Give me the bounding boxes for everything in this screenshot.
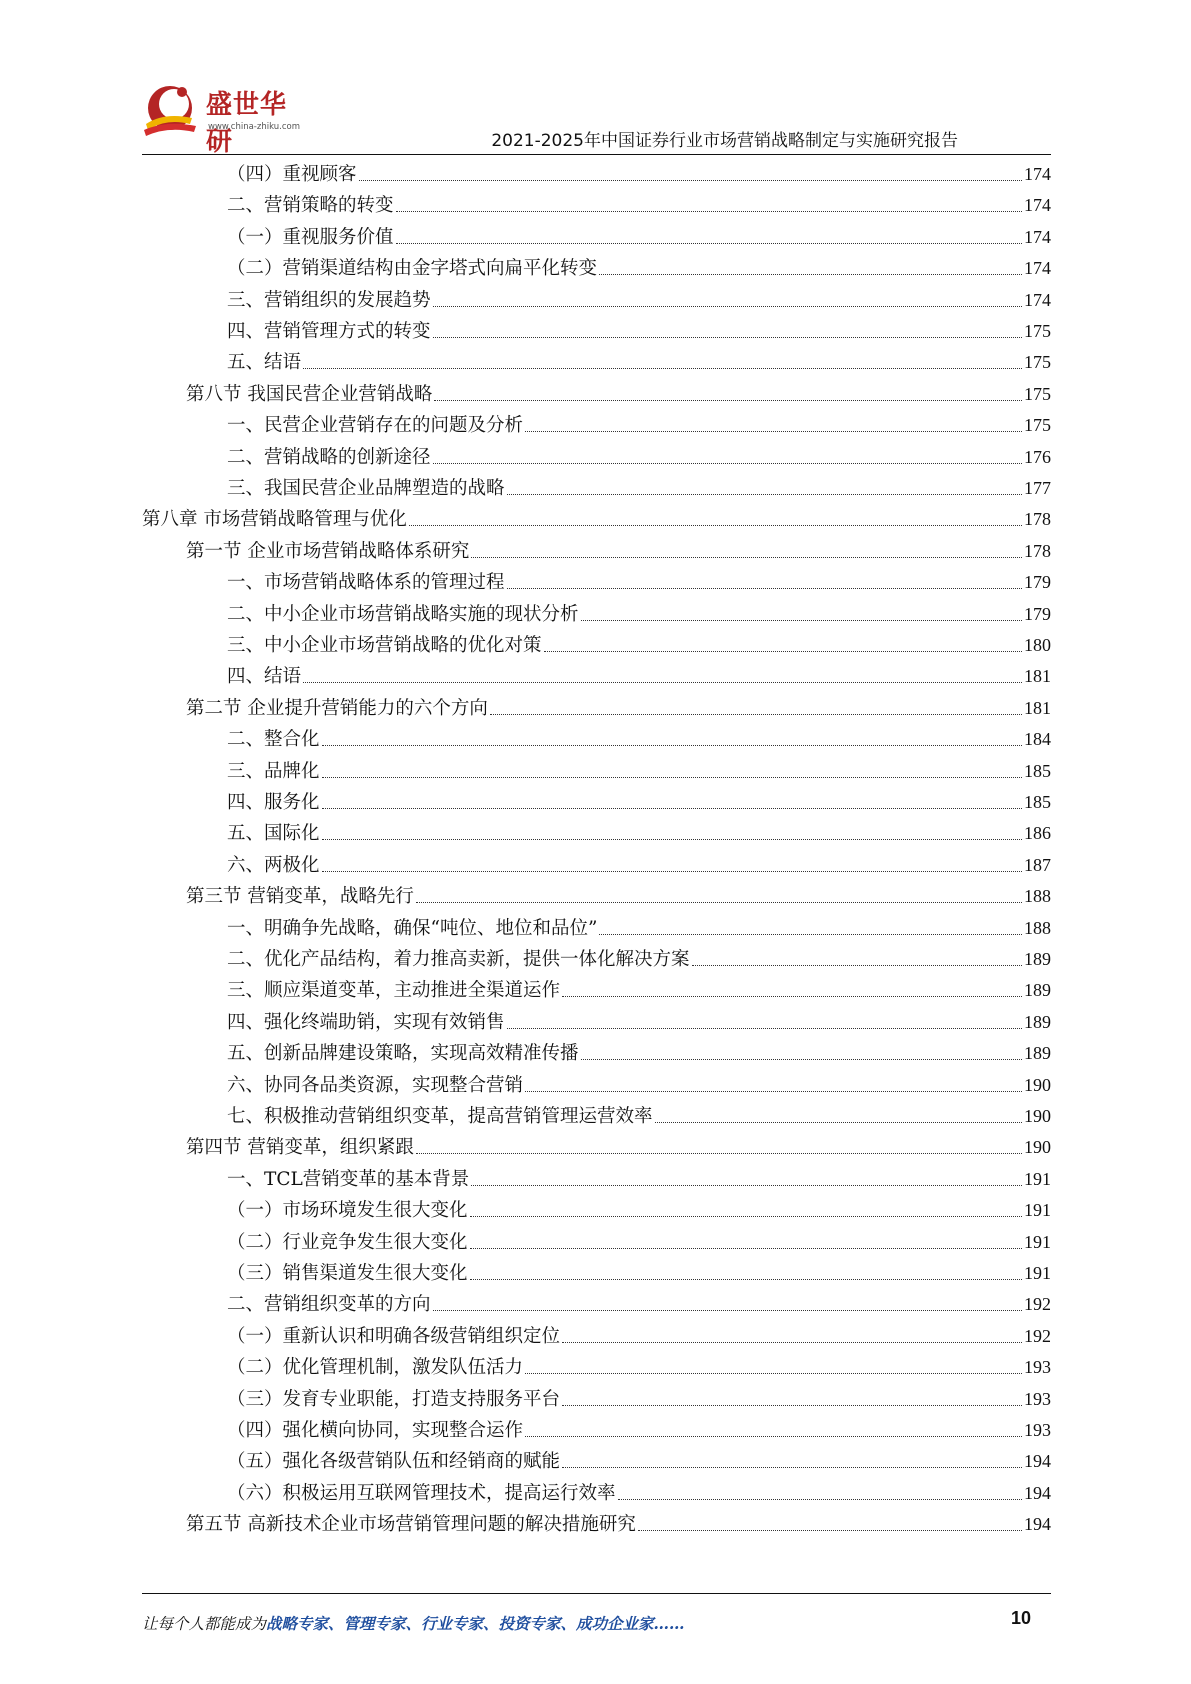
toc-entry-page: 194 (1024, 1514, 1051, 1535)
toc-entry[interactable] (186, 881, 1051, 912)
toc-entry[interactable] (227, 1195, 1051, 1226)
toc-entry-page: 177 (1024, 478, 1051, 498)
toc-entry-title: 五、国际化 (227, 823, 320, 845)
toc-dot-leader (322, 777, 1022, 778)
toc-entry-page: 179 (1024, 603, 1051, 624)
toc-entry-page: 193 (1024, 1388, 1051, 1409)
toc-dot-leader (470, 1279, 1022, 1280)
toc-entry-page: 188 (1024, 917, 1051, 938)
toc-entry[interactable] (227, 190, 1051, 221)
toc-entry-page: 190 (1024, 1106, 1051, 1126)
toc-entry-title: 四、强化终端助销，实现有效销售 (227, 1011, 505, 1033)
toc-entry[interactable] (227, 1289, 1051, 1320)
toc-entry[interactable] (227, 442, 1051, 473)
toc-dot-leader (471, 1185, 1022, 1186)
toc-entry[interactable] (227, 253, 1051, 284)
toc-entry-page: 185 (1024, 792, 1051, 812)
toc-dot-leader (562, 1342, 1022, 1343)
toc-dot-leader (322, 839, 1022, 840)
toc-dot-leader (433, 337, 1022, 338)
page-number: 10 (1010, 1608, 1031, 1628)
toc-entry-page: 193 (1024, 1420, 1051, 1440)
toc-dot-leader (303, 682, 1022, 683)
footer-divider (142, 1593, 1051, 1594)
toc-entry-title: （二）营销渠道结构由金字塔式向扁平化转变 (227, 258, 598, 280)
toc-entry[interactable] (227, 1352, 1051, 1383)
toc-entry-title: 第四节 营销变革，组织紧跟 (186, 1137, 414, 1159)
toc-entry-title: 一、TCL营销变革的基本背景 (227, 1168, 470, 1190)
toc-entry[interactable] (227, 1007, 1051, 1038)
toc-entry[interactable] (227, 1258, 1051, 1289)
toc-entry[interactable] (227, 913, 1051, 944)
toc-entry[interactable] (227, 567, 1051, 598)
toc-entry[interactable] (227, 1227, 1051, 1258)
toc-entry[interactable] (227, 630, 1051, 661)
footer-slogan (142, 1612, 685, 1634)
toc-entry-title: （六）积极运用互联网管理技术，提高运行效率 (227, 1482, 616, 1504)
toc-entry[interactable] (227, 1446, 1051, 1477)
toc-dot-leader (544, 651, 1022, 652)
toc-dot-leader (618, 1499, 1022, 1500)
toc-entry[interactable] (227, 347, 1051, 378)
toc-entry[interactable] (227, 159, 1051, 190)
toc-entry-title: 三、中小企业市场营销战略的优化对策 (227, 635, 542, 656)
toc-dot-leader (525, 1091, 1022, 1092)
brand-logo-icon (140, 80, 204, 144)
toc-entry[interactable] (227, 661, 1051, 692)
toc-entry-page: 189 (1024, 1043, 1051, 1064)
toc-dot-leader (490, 714, 1022, 715)
toc-dot-leader (507, 1028, 1022, 1029)
toc-entry-title: 第三节 营销变革，战略先行 (186, 886, 414, 908)
toc-entry-page: 175 (1024, 415, 1051, 436)
toc-dot-leader (525, 1436, 1022, 1437)
toc-entry-page: 181 (1024, 697, 1051, 718)
toc-entry-page: 184 (1024, 729, 1051, 750)
toc-dot-leader (322, 871, 1022, 872)
toc-entry[interactable] (227, 222, 1051, 253)
toc-entry[interactable] (186, 536, 1051, 567)
toc-entry[interactable] (227, 1384, 1051, 1415)
toc-entry-page: 191 (1024, 1263, 1051, 1283)
toc-entry-page: 189 (1024, 1011, 1051, 1032)
toc-entry-title: （二）优化管理机制，激发队伍活力 (227, 1357, 524, 1379)
toc-dot-leader (470, 1216, 1022, 1217)
toc-entry-page: 190 (1024, 1137, 1051, 1158)
slogan-lead: 让每个人都能成为 (142, 1615, 267, 1633)
toc-dot-leader (655, 1122, 1022, 1123)
toc-entry-title: 四、服务化 (227, 792, 320, 813)
toc-dot-leader (416, 902, 1022, 903)
toc-entry[interactable] (227, 944, 1051, 975)
toc-entry[interactable] (227, 787, 1051, 818)
toc-entry-title: 二、营销战略的创新途径 (227, 446, 431, 468)
toc-dot-leader (525, 431, 1022, 432)
brand-logo[interactable] (140, 80, 310, 157)
toc-entry[interactable] (227, 473, 1051, 504)
toc-entry-title: 第八章 市场营销战略管理与优化 (142, 509, 407, 531)
toc-entry-page: 178 (1024, 540, 1051, 561)
toc-dot-leader (416, 1153, 1022, 1154)
toc-entry-page: 174 (1024, 195, 1051, 216)
toc-entry-page: 192 (1024, 1294, 1051, 1315)
toc-entry-page: 175 (1024, 352, 1051, 373)
toc-dot-leader (599, 934, 1022, 935)
toc-dot-leader (562, 1405, 1022, 1406)
toc-entry-title: 三、品牌化 (227, 760, 320, 782)
toc-dot-leader (303, 368, 1022, 369)
toc-dot-leader (581, 620, 1022, 621)
toc-entry-title: 四、结语 (227, 666, 302, 688)
toc-entry-page: 190 (1024, 1074, 1051, 1095)
toc-entry-title: （一）重新认识和明确各级营销组织定位 (227, 1325, 561, 1347)
toc-entry[interactable] (227, 316, 1051, 347)
toc-dot-leader (396, 243, 1022, 244)
toc-entry-page: 192 (1024, 1325, 1051, 1346)
toc-entry-title: （一）重视服务价值 (227, 226, 394, 248)
toc-dot-leader (433, 463, 1022, 464)
toc-entry-title: 五、结语 (227, 352, 302, 374)
toc-entry-title: （二）行业竞争发生很大变化 (227, 1231, 468, 1253)
toc-dot-leader (507, 588, 1022, 589)
toc-entry-page: 174 (1024, 226, 1051, 247)
toc-entry[interactable] (227, 724, 1051, 755)
toc-entry-page: 180 (1024, 635, 1051, 655)
toc-entry-title: 五、创新品牌建设策略，实现高效精准传播 (227, 1043, 579, 1065)
toc-entry-page: 194 (1024, 1451, 1051, 1472)
toc-entry-title: 一、市场营销战略体系的管理过程 (227, 572, 505, 594)
toc-entry[interactable] (186, 693, 1051, 724)
toc-dot-leader (396, 211, 1022, 212)
toc-entry-title: 六、两极化 (227, 854, 320, 876)
toc-entry[interactable] (227, 850, 1051, 881)
toc-entry-title: 二、营销策略的转变 (227, 195, 394, 217)
toc-entry-title: （四）强化横向协同，实现整合运作 (227, 1420, 524, 1441)
toc-dot-leader (470, 1248, 1022, 1249)
toc-entry-title: 六、协同各品类资源，实现整合营销 (227, 1074, 524, 1096)
toc-dot-leader (599, 274, 1022, 275)
toc-entry-title: （三）发育专业职能，打造支持服务平台 (227, 1388, 561, 1410)
toc-entry-title: 三、营销组织的发展趋势 (227, 289, 431, 311)
toc-entry-page: 191 (1024, 1168, 1051, 1189)
toc-dot-leader (433, 306, 1022, 307)
toc-entry-page: 176 (1024, 446, 1051, 467)
toc-entry[interactable] (186, 379, 1051, 410)
toc-entry-title: 七、积极推动营销组织变革，提高营销管理运营效率 (227, 1106, 653, 1127)
toc-entry[interactable] (227, 410, 1051, 441)
toc-entry-title: （一）市场环境发生很大变化 (227, 1200, 468, 1222)
toc-dot-leader (433, 1310, 1022, 1311)
toc-entry-title: （四）重视顾客 (227, 164, 357, 185)
toc-entry-page: 175 (1024, 383, 1051, 404)
toc-entry[interactable] (227, 1101, 1051, 1132)
toc-entry-title: 第五节 高新技术企业市场营销管理问题的解决措施研究 (186, 1514, 636, 1536)
toc-entry-page: 187 (1024, 854, 1051, 875)
toc-entry-page: 185 (1024, 760, 1051, 781)
report-title: 2021-2025年中国证券行业市场营销战略制定与实施研究报告 (491, 131, 958, 151)
toc-entry[interactable] (227, 756, 1051, 787)
toc-entry-page: 191 (1024, 1200, 1051, 1221)
toc-dot-leader (562, 1467, 1022, 1468)
toc-entry[interactable] (227, 599, 1051, 630)
header-divider (142, 154, 1051, 155)
toc-entry-title: 二、中小企业市场营销战略实施的现状分析 (227, 603, 579, 625)
slogan-roles: 战略专家、管理专家、行业专家、投资专家、成功企业家…… (266, 1614, 685, 1633)
toc-dot-leader (434, 400, 1022, 401)
toc-entry[interactable] (227, 1321, 1051, 1352)
toc-entry-title: 一、民营企业营销存在的问题及分析 (227, 415, 524, 437)
toc-entry-title: 二、整合化 (227, 729, 320, 751)
toc-entry[interactable] (186, 1509, 1051, 1540)
toc-dot-leader (322, 745, 1022, 746)
toc-entry-title: 三、我国民营企业品牌塑造的战略 (227, 478, 505, 499)
brand-name: 盛世华研 (206, 90, 288, 157)
toc-dot-leader (507, 494, 1022, 495)
toc-entry[interactable] (227, 818, 1051, 849)
toc-entry-page: 174 (1024, 164, 1051, 184)
toc-entry[interactable] (142, 504, 1051, 535)
toc-entry-title: 第一节 企业市场营销战略体系研究 (186, 540, 470, 562)
toc-dot-leader (692, 965, 1022, 966)
toc-dot-leader (409, 525, 1022, 526)
toc-dot-leader (359, 180, 1022, 181)
toc-dot-leader (581, 1059, 1022, 1060)
toc-entry-title: 四、营销管理方式的转变 (227, 321, 431, 342)
toc-entry[interactable] (186, 1132, 1051, 1163)
toc-entry-title: 第二节 企业提升营销能力的六个方向 (186, 697, 488, 719)
toc-entry[interactable] (227, 1070, 1051, 1101)
toc-entry-page: 188 (1024, 886, 1051, 907)
toc-entry-page: 174 (1024, 258, 1051, 279)
brand-url[interactable]: www.china-zhiku.com (208, 122, 300, 132)
toc-dot-leader (471, 557, 1022, 558)
toc-entry-page: 189 (1024, 980, 1051, 1001)
toc-entry-page: 191 (1024, 1231, 1051, 1252)
toc-entry[interactable] (227, 1164, 1051, 1195)
toc-entry-page: 194 (1024, 1482, 1051, 1503)
toc-dot-leader (322, 808, 1022, 809)
toc-entry-page: 193 (1024, 1357, 1051, 1378)
toc-entry-page: 174 (1024, 289, 1051, 310)
toc-entry-page: 175 (1024, 321, 1051, 341)
toc-entry-title: 二、优化产品结构，着力推高卖新，提供一体化解决方案 (227, 949, 690, 970)
toc-entry-page: 186 (1024, 823, 1051, 844)
toc-entry-title: （五）强化各级营销队伍和经销商的赋能 (227, 1451, 561, 1473)
page-header (0, 0, 1191, 160)
toc-entry-title: 三、顺应渠道变革，主动推进全渠道运作 (227, 980, 561, 1002)
toc-entry-title: （三）销售渠道发生很大变化 (227, 1263, 468, 1284)
toc-entry-page: 181 (1024, 666, 1051, 687)
toc-entry[interactable] (227, 1415, 1051, 1446)
toc-dot-leader (525, 1373, 1022, 1374)
toc-dot-leader (638, 1530, 1022, 1531)
toc-entry-title: 二、营销组织变革的方向 (227, 1294, 431, 1316)
toc-entry-page: 178 (1024, 509, 1051, 530)
toc-dot-leader (562, 996, 1022, 997)
toc-entry[interactable] (227, 1038, 1051, 1069)
toc-entry[interactable] (227, 975, 1051, 1006)
toc-entry[interactable] (227, 285, 1051, 316)
toc-entry[interactable] (227, 1478, 1051, 1509)
toc-entry-page: 179 (1024, 572, 1051, 593)
toc-entry-title: 第八节 我国民营企业营销战略 (186, 383, 433, 405)
toc-entry-title: 一、明确争先战略，确保“吨位、地位和品位” (227, 917, 598, 939)
toc-entry-page: 189 (1024, 949, 1051, 969)
